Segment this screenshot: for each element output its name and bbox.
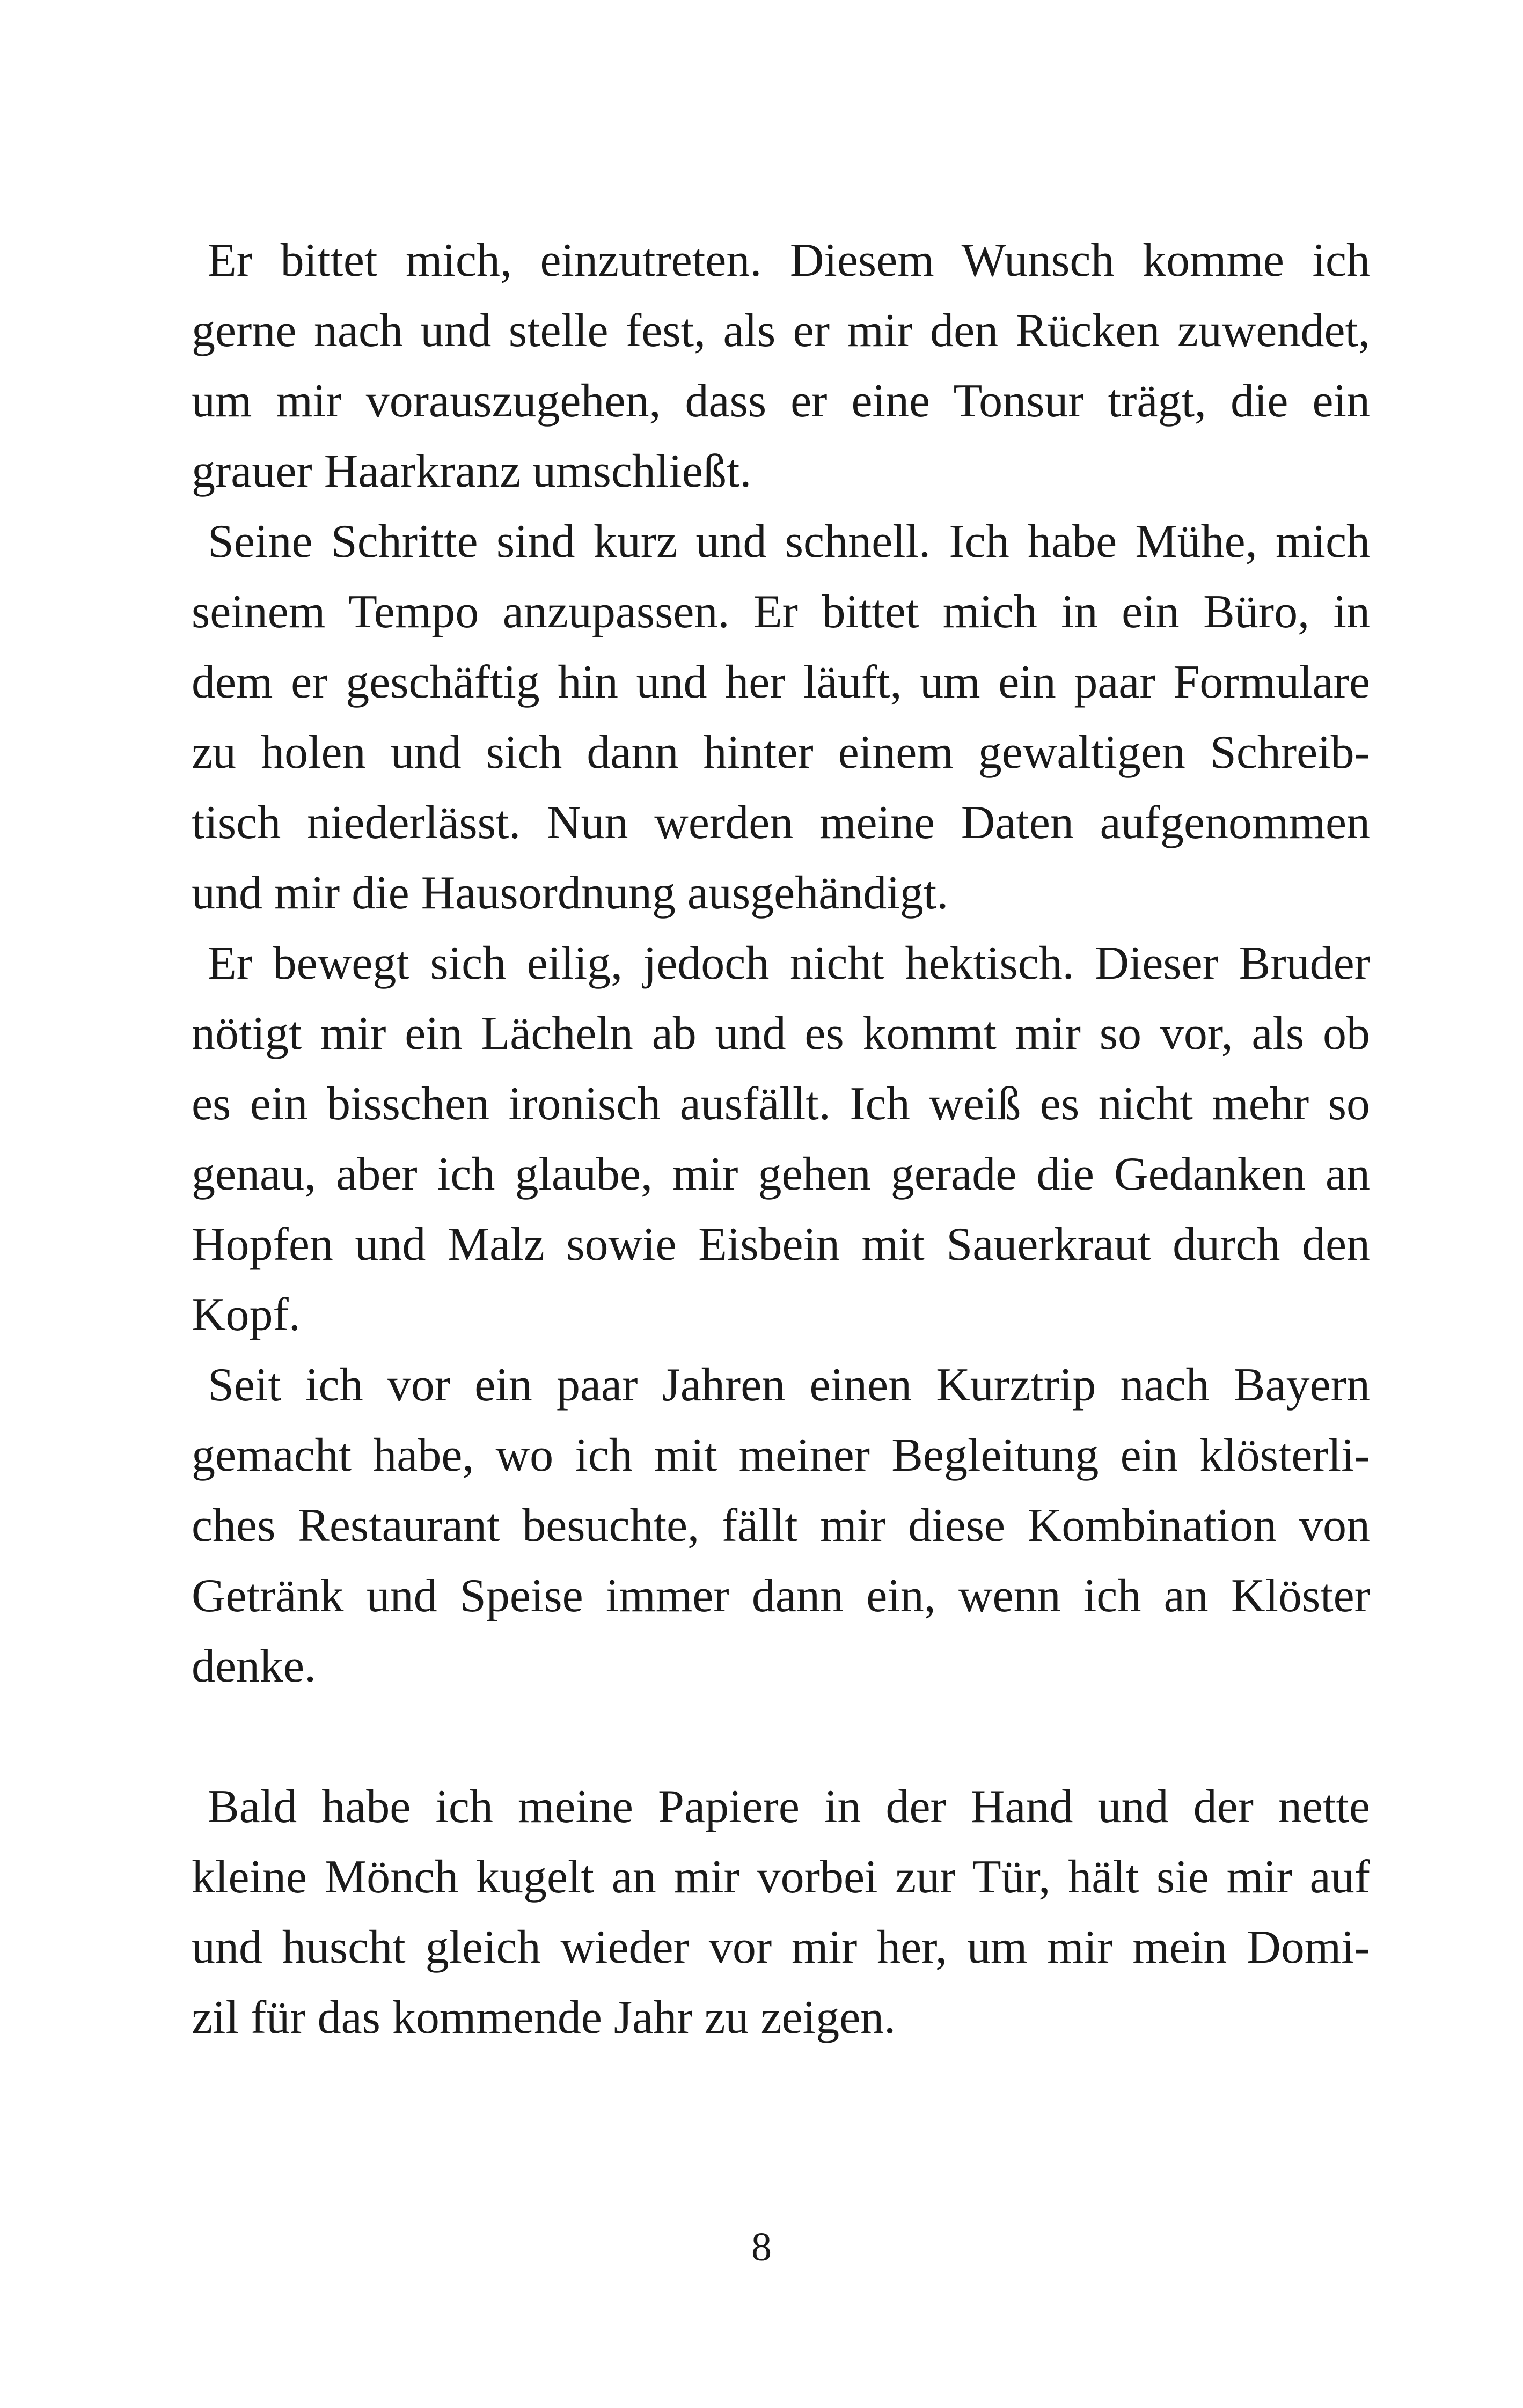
text-line: Seit ich vor ein paar Jahren einen Kurztrip nach Bayern (208, 1359, 1370, 1411)
text-line: genau, aber ich glaube, mir gehen gerade die Gedanken an (192, 1148, 1370, 1200)
text-line: Kopf. (192, 1289, 301, 1341)
text-line: und mir die Hausordnung ausgehändigt. (192, 867, 949, 919)
text-line: es ein bisschen ironisch ausfällt. Ich weiß es nicht mehr so (192, 1078, 1370, 1130)
text-line: dem er geschäftig hin und her läuft, um ein paar Formulare (192, 656, 1370, 708)
text-line: Seine Schritte sind kurz und schnell. Ich habe Mühe, mich (208, 516, 1370, 568)
text-line: Getränk und Speise immer dann ein, wenn ich an Klöster (192, 1570, 1370, 1622)
text-line: tisch niederlässt. Nun werden meine Daten aufgenommen (192, 797, 1370, 849)
text-line: denke. (192, 1640, 317, 1692)
text-line: Er bittet mich, einzutreten. Diesem Wunsch komme ich (208, 234, 1370, 287)
text-line: grauer Haarkranz umschließt. (192, 445, 752, 497)
text-line: nötigt mir ein Lächeln ab und es kommt mir so vor, als ob (192, 1008, 1370, 1060)
text-line: und huscht gleich wieder vor mir her, um mir mein Domi- (192, 1921, 1370, 1973)
text-line: gemacht habe, wo ich mit meiner Begleitung ein klösterli- (192, 1429, 1370, 1481)
text-line: Bald habe ich meine Papiere in der Hand und der nette (208, 1781, 1370, 1833)
page-number: 8 (751, 2225, 772, 2270)
text-line: kleine Mönch kugelt an mir vorbei zur Tür, hält sie mir auf (192, 1851, 1370, 1903)
section-break (192, 1701, 1370, 1772)
text-line: zil für das kommende Jahr zu zeigen. (192, 1992, 896, 2044)
text-line: seinem Tempo anzupassen. Er bittet mich in ein Büro, in (192, 586, 1370, 638)
text-line: gerne nach und stelle fest, als er mir den Rücken zuwendet, (192, 305, 1370, 357)
text-line: ches Restaurant besuchte, fällt mir diese Kombination von (192, 1500, 1370, 1552)
text-line: Hopfen und Malz sowie Eisbein mit Sauerkraut durch den (192, 1218, 1370, 1271)
text-line: zu holen und sich dann hinter einem gewaltigen Schreib- (192, 726, 1370, 779)
text-line: um mir vorauszugehen, dass er eine Tonsur trägt, die ein (192, 375, 1370, 427)
body-text (192, 225, 1370, 2053)
text-line: Er bewegt sich eilig, jedoch nicht hektisch. Dieser Bruder (208, 937, 1370, 989)
